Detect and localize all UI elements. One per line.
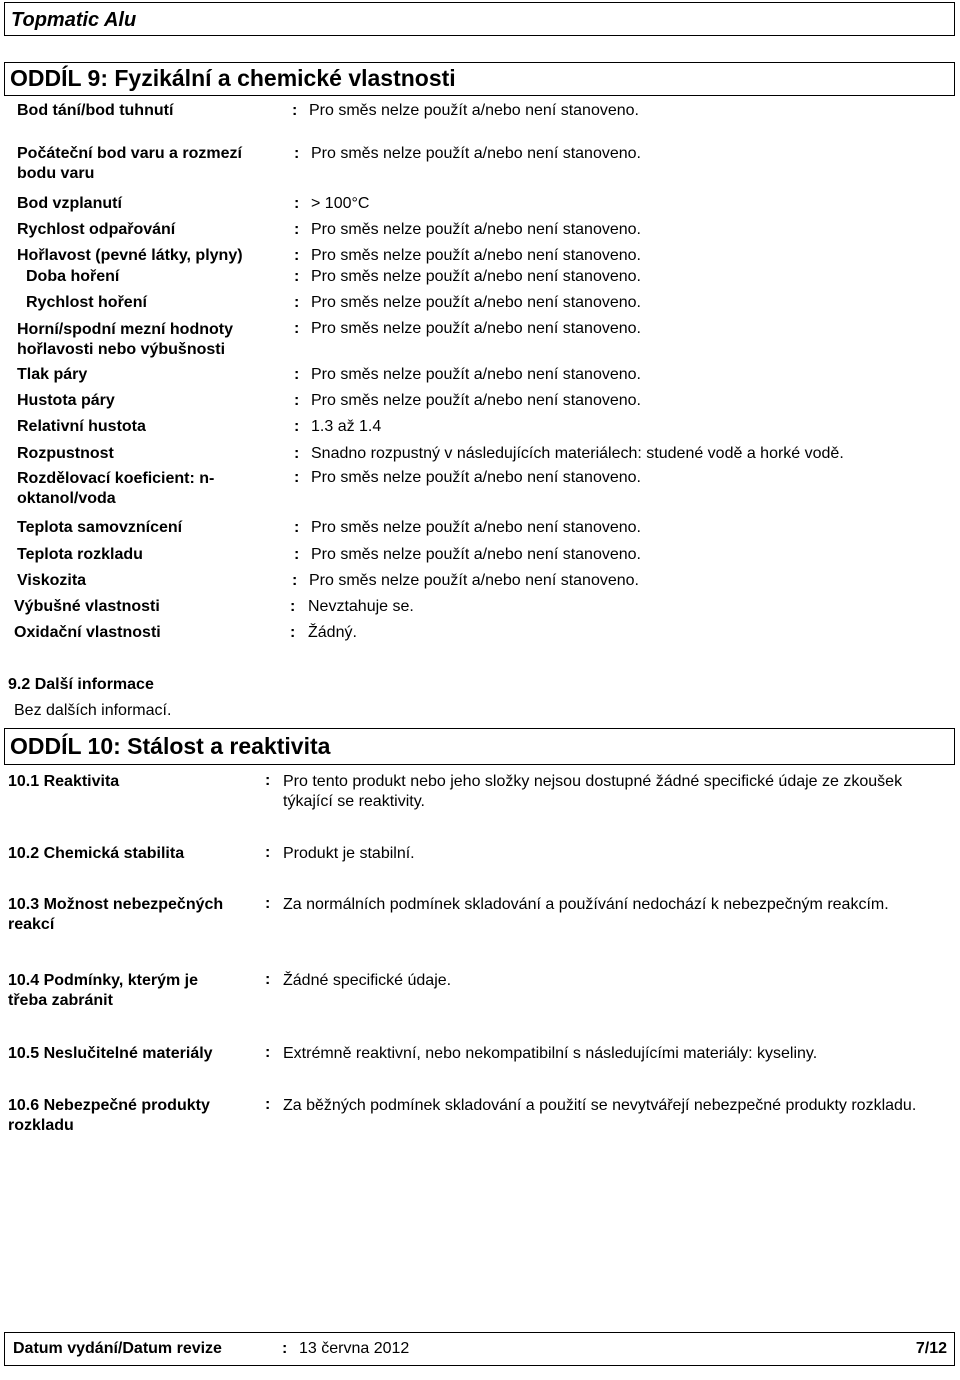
property-label: Počáteční bod varu a rozmezí bodu varu xyxy=(17,145,242,182)
separator: : xyxy=(294,195,300,212)
separator: : xyxy=(265,971,271,988)
property-value: Za normálních podmínek skladování a používání nedochází k nebezpečným reakcím. xyxy=(283,896,889,913)
property-label: Rychlost hoření xyxy=(26,294,147,311)
separator: : xyxy=(294,519,300,536)
property-value: Pro směs nelze použít a/nebo není stanoveno. xyxy=(311,268,641,285)
product-name: Topmatic Alu xyxy=(11,9,137,31)
property-label: Teplota samovznícení xyxy=(17,519,183,536)
property-label: Viskozita xyxy=(17,572,87,589)
separator: : xyxy=(290,624,296,641)
property-value: Pro směs nelze použít a/nebo není stanoveno. xyxy=(309,572,639,589)
section-9-title-box xyxy=(4,62,955,96)
separator: : xyxy=(294,546,300,563)
separator: : xyxy=(265,1044,271,1061)
property-value: Za běžných podmínek skladování a použití se nevytvářejí nebezpečné produkty rozkladu. xyxy=(283,1097,917,1114)
property-label: Hořlavost (pevné látky, plyny) xyxy=(17,247,243,264)
subsection-9-2-text: Bez dalších informací. xyxy=(14,702,172,719)
separator: : xyxy=(294,469,300,486)
property-value: Pro směs nelze použít a/nebo není stanoveno. xyxy=(311,469,641,486)
document-footer xyxy=(4,1332,955,1366)
property-value: Produkt je stabilní. xyxy=(283,845,415,862)
property-value: Pro tento produkt nebo jeho složky nejsou dostupné žádné specifické údaje ze zkoušek týkající se reaktivity. xyxy=(283,773,903,810)
separator: : xyxy=(294,418,300,435)
property-value: 1.3 až 1.4 xyxy=(311,418,382,435)
property-label: Bod tání/bod tuhnutí xyxy=(17,102,174,119)
separator: : xyxy=(265,1096,271,1113)
property-label: 10.2 Chemická stabilita xyxy=(8,845,185,862)
property-label: Oxidační vlastnosti xyxy=(14,624,161,641)
separator: : xyxy=(294,145,300,162)
separator: : xyxy=(294,392,300,409)
property-value: Nevztahuje se. xyxy=(308,598,414,615)
section-10-title-box xyxy=(4,728,955,765)
property-value: Pro směs nelze použít a/nebo není stanoveno. xyxy=(311,546,641,563)
property-label: Horní/spodní mezní hodnoty hořlavosti nebo výbušnosti xyxy=(17,321,233,358)
property-label: 10.6 Nebezpečné produkty rozkladu xyxy=(8,1097,210,1134)
property-label: Rozdělovací koeficient: n-oktanol/voda xyxy=(17,470,215,507)
separator: : xyxy=(294,221,300,238)
separator: : xyxy=(282,1340,288,1357)
separator: : xyxy=(265,844,271,861)
issue-date-label: Datum vydání/Datum revize xyxy=(13,1340,222,1357)
property-label: 10.3 Možnost nebezpečných reakcí xyxy=(8,896,224,933)
property-value: Žádný. xyxy=(308,624,357,641)
property-label: 10.4 Podmínky, kterým je třeba zabránit xyxy=(8,972,199,1009)
property-label: Relativní hustota xyxy=(17,418,146,435)
property-value: Pro směs nelze použít a/nebo není stanoveno. xyxy=(311,294,641,311)
property-value: Pro směs nelze použít a/nebo není stanoveno. xyxy=(311,320,641,337)
separator: : xyxy=(292,572,298,589)
separator: : xyxy=(292,102,298,119)
property-value: Pro směs nelze použít a/nebo není stanoveno. xyxy=(311,247,641,264)
property-value: Snadno rozpustný v následujících materiálech: studené vodě a horké vodě. xyxy=(311,445,844,462)
property-label: Teplota rozkladu xyxy=(17,546,143,563)
property-value: Pro směs nelze použít a/nebo není stanoveno. xyxy=(311,366,641,383)
property-label: Tlak páry xyxy=(17,366,88,383)
property-label: Rozpustnost xyxy=(17,445,114,462)
separator: : xyxy=(265,772,271,789)
property-label: Hustota páry xyxy=(17,392,115,409)
property-label: Bod vzplanutí xyxy=(17,195,122,212)
property-value: Žádné specifické údaje. xyxy=(283,972,452,989)
property-label: Rychlost odpařování xyxy=(17,221,176,238)
separator: : xyxy=(265,895,271,912)
property-value: Pro směs nelze použít a/nebo není stanoveno. xyxy=(311,221,641,238)
separator: : xyxy=(294,366,300,383)
property-value: Pro směs nelze použít a/nebo není stanoveno. xyxy=(311,392,641,409)
section-10-title: ODDÍL 10: Stálost a reaktivita xyxy=(10,733,331,759)
separator: : xyxy=(294,320,300,337)
property-value: Pro směs nelze použít a/nebo není stanoveno. xyxy=(309,102,639,119)
property-label: Výbušné vlastnosti xyxy=(14,598,160,615)
separator: : xyxy=(294,247,300,264)
separator: : xyxy=(294,294,300,311)
property-label: 10.5 Neslučitelné materiály xyxy=(8,1045,213,1062)
issue-date-value: 13 června 2012 xyxy=(299,1340,410,1357)
subsection-9-2-title: 9.2 Další informace xyxy=(8,676,154,693)
property-label: 10.1 Reaktivita xyxy=(8,773,120,790)
property-label: Doba hoření xyxy=(26,268,120,285)
separator: : xyxy=(294,268,300,285)
property-value: Pro směs nelze použít a/nebo není stanoveno. xyxy=(311,519,641,536)
page-number: 7/12 xyxy=(915,1340,947,1357)
document-header xyxy=(4,2,955,36)
separator: : xyxy=(294,445,300,462)
property-value: Pro směs nelze použít a/nebo není stanoveno. xyxy=(311,145,641,162)
separator: : xyxy=(290,598,296,615)
property-value: > 100°C xyxy=(311,195,370,212)
section-9-title: ODDÍL 9: Fyzikální a chemické vlastnosti xyxy=(10,65,456,91)
property-value: Extrémně reaktivní, nebo nekompatibilní s následujícími materiály: kyseliny. xyxy=(283,1045,818,1062)
